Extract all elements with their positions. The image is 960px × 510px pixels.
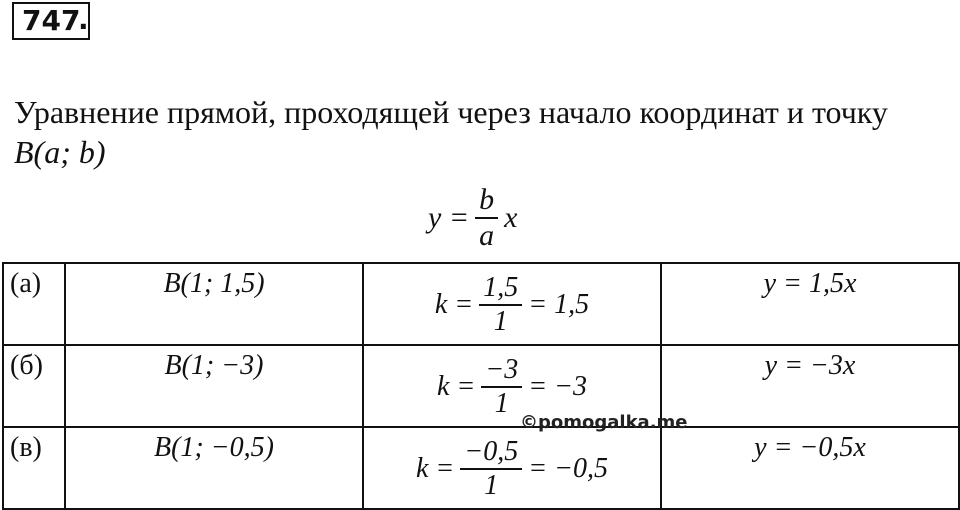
row-label: (б) xyxy=(3,345,65,427)
statement-text: Уравнение прямой, проходящей через начало координат и точку xyxy=(14,94,888,130)
row-slope xyxy=(363,263,661,345)
formula-lhs: y = xyxy=(428,201,470,234)
table-row xyxy=(3,263,959,345)
slope-numerator: −3 xyxy=(485,354,519,385)
row-equation: y = 1,5x xyxy=(661,263,959,345)
slope-rhs: = 1,5 xyxy=(528,289,590,320)
formula-numerator: b xyxy=(479,183,495,216)
row-point: B(1; 1,5) xyxy=(65,263,363,345)
slope-lhs: k = xyxy=(434,289,474,320)
row-point: B(1; −3) xyxy=(65,345,363,427)
row-label: (а) xyxy=(3,263,65,345)
formula-variable: x xyxy=(504,201,518,234)
slope-lhs: k = xyxy=(415,453,455,484)
general-formula xyxy=(428,178,517,258)
problem-number: 747 xyxy=(12,2,90,40)
watermark: ©pomogalka.me xyxy=(520,412,688,433)
slope-numerator: −0,5 xyxy=(464,436,519,467)
slope-rhs: = −0,5 xyxy=(528,453,609,484)
row-point: B(1; −0,5) xyxy=(65,427,363,509)
slope-denominator: 1 xyxy=(484,470,499,501)
answers-table xyxy=(2,262,960,510)
slope-numerator: 1,5 xyxy=(483,272,519,303)
row-label: (в) xyxy=(3,427,65,509)
row-slope xyxy=(363,427,661,509)
formula-fraction xyxy=(475,183,498,253)
slope-fraction xyxy=(479,272,522,338)
slope-lhs: k = xyxy=(436,371,476,402)
slope-fraction xyxy=(460,436,522,502)
slope-denominator: 1 xyxy=(494,388,509,419)
formula-denominator: a xyxy=(479,219,495,252)
slope-rhs: = −3 xyxy=(528,371,588,402)
problem-statement xyxy=(14,92,944,172)
row-equation: y = −0,5x xyxy=(661,427,959,509)
slope-denominator: 1 xyxy=(493,306,508,337)
table-row xyxy=(3,427,959,509)
table-row xyxy=(3,345,959,427)
slope-fraction xyxy=(481,354,522,420)
row-equation: y = −3x xyxy=(661,345,959,427)
point-expression: B(a; b) xyxy=(14,134,106,170)
problem-number-dot: . xyxy=(78,3,89,36)
